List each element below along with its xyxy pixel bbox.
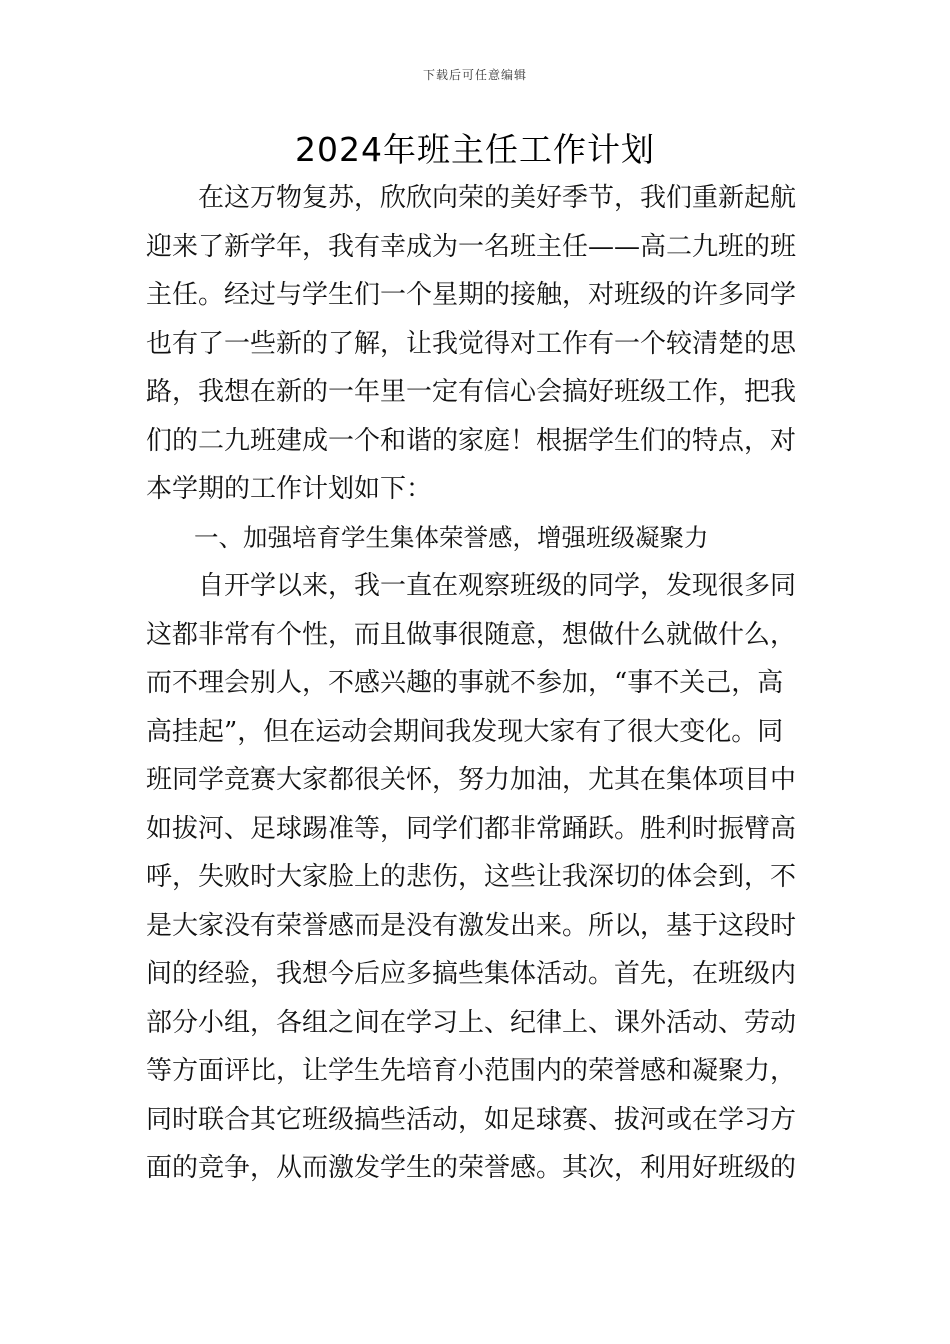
- paragraph-line: 而不理会别人，不感兴趣的事就不参加，“事不关己，高: [146, 668, 784, 698]
- paragraph-line: 们的二九班建成一个和谐的家庭！根据学生们的特点，对: [146, 425, 797, 456]
- paragraph-line: 同时联合其它班级搞些活动，如足球赛、拔河或在学习方: [146, 1104, 797, 1135]
- paragraph-line: 班同学竞赛大家都很关怀，努力加油，尤其在集体项目中: [146, 765, 797, 795]
- paragraph-line: 面的竞争，从而激发学生的荣誉感。其次，利用好班级的: [146, 1153, 797, 1183]
- paragraph-line: 本学期的工作计划如下：: [146, 474, 433, 504]
- paragraph-line: 呼，失败时大家脸上的悲伤，这些让我深切的体会到，不: [146, 862, 797, 892]
- paragraph-line: 路，我想在新的一年里一定有信心会搞好班级工作，把我: [146, 377, 797, 407]
- section-heading: 一、加强培育学生集体荣誉感，增强班级凝聚力: [194, 522, 709, 552]
- paragraph-line: 迎来了新学年，我有幸成为一名班主任——高二九班的班: [146, 231, 797, 262]
- paragraph-line: 在这万物复苏，欣欣向荣的美好季节，我们重新起航: [198, 183, 797, 213]
- document-body: [146, 174, 810, 1193]
- paragraph-line: 等方面评比，让学生先培育小范围内的荣誉感和凝聚力，: [146, 1056, 797, 1086]
- paragraph-line: 间的经验，我想今后应多搞些集体活动。首先，在班级内: [146, 959, 797, 989]
- header-note: 下载后可任意编辑: [422, 68, 527, 82]
- paragraph-line: 也有了一些新的了解，让我觉得对工作有一个较清楚的思: [146, 328, 797, 359]
- paragraph-line: 是大家没有荣誉感而是没有激发出来。所以，基于这段时: [146, 910, 797, 941]
- paragraph-line: 主任。经过与学生们一个星期的接触，对班级的许多同学: [146, 280, 797, 310]
- paragraph-line: 高挂起”，但在运动会期间我发现大家有了很大变化。同: [146, 716, 784, 747]
- paragraph-line: 这都非常有个性，而且做事很随意，想做什么就做什么，: [146, 619, 797, 650]
- paragraph-line: 如拔河、足球踢准等，同学们都非常踊跃。胜利时振臂高: [146, 813, 797, 844]
- paragraph-line: 自开学以来，我一直在观察班级的同学，发现很多同: [198, 571, 797, 601]
- document-title: 2024年班主任工作计划: [295, 130, 655, 169]
- paragraph-line: 部分小组，各组之间在学习上、纪律上、课外活动、劳动: [146, 1007, 797, 1038]
